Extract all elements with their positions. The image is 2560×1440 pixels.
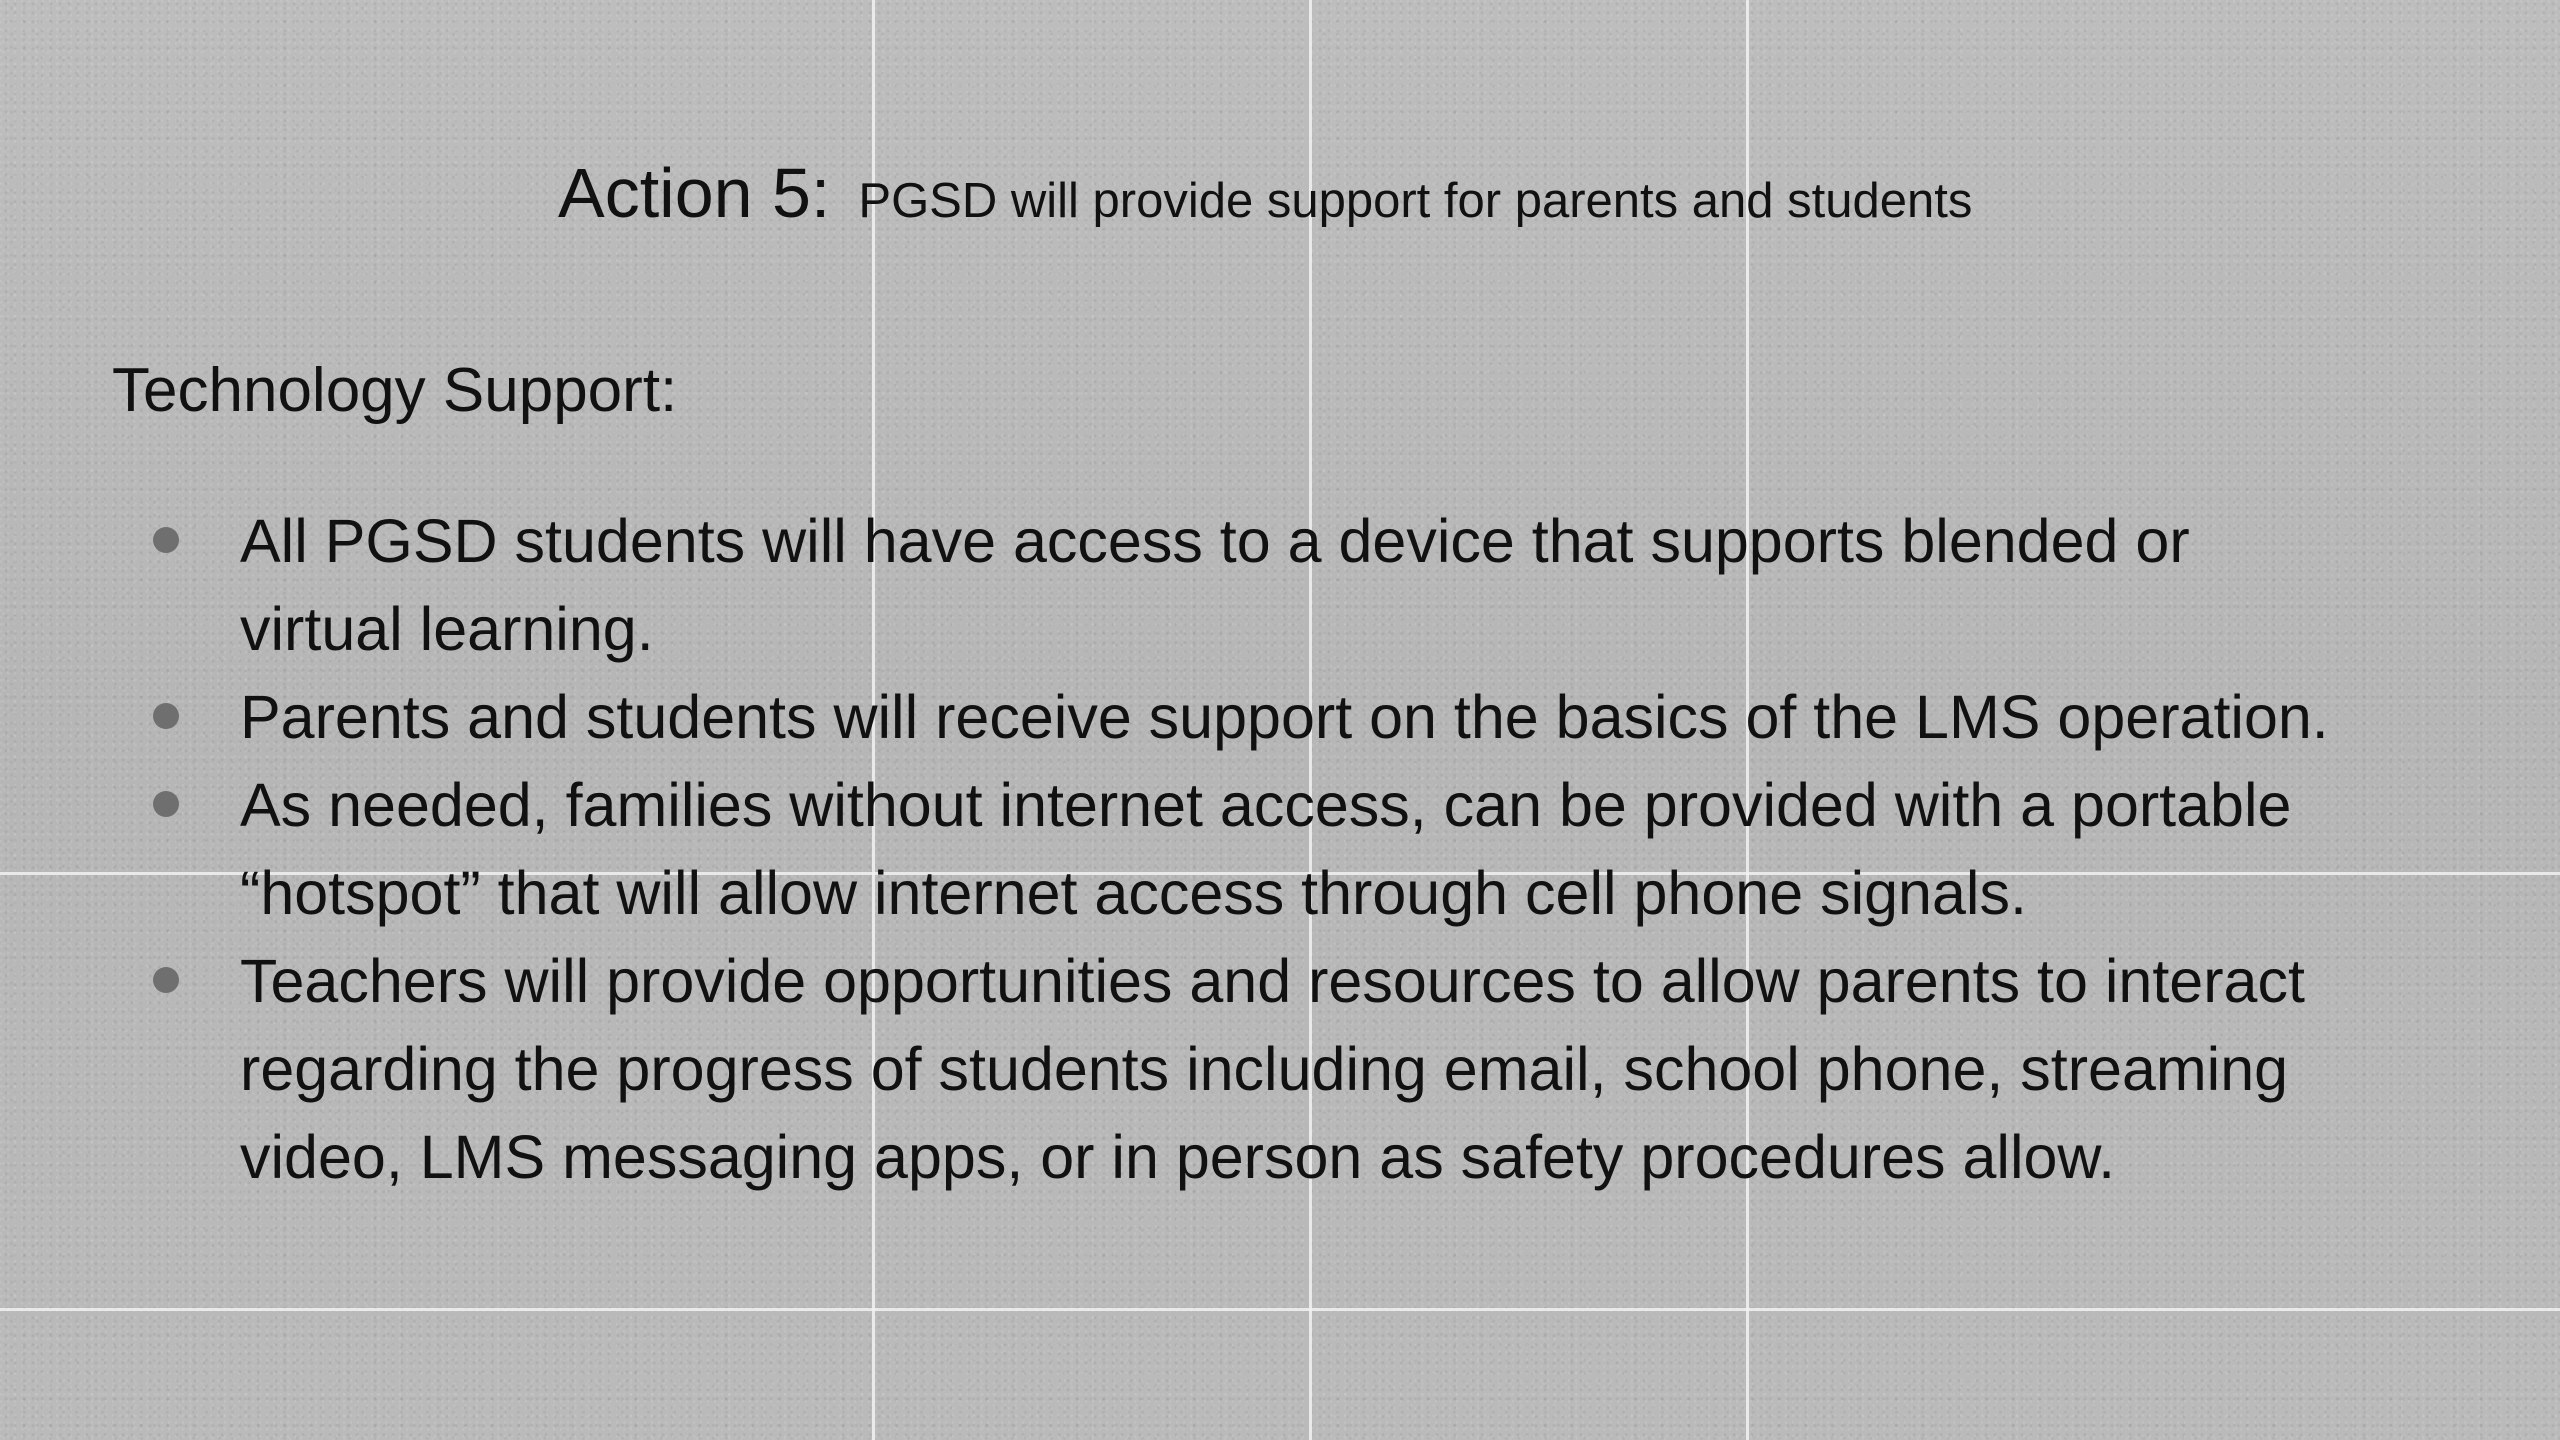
section-title: Technology Support:: [112, 356, 678, 425]
action-heading: [558, 153, 2458, 233]
bullet-text-line: regarding the progress of students including email, school phone, streaming: [240, 1035, 2289, 1103]
bullet-text-line: Teachers will provide opportunities and resources to allow parents to interact: [240, 947, 2305, 1015]
list-item: [148, 673, 2448, 761]
bullet-text-line: All PGSD students will have access to a device that supports blended or: [240, 507, 2190, 575]
bullet-icon: [153, 703, 179, 729]
list-item: [148, 761, 2448, 937]
bullet-icon: [153, 791, 179, 817]
list-item: [148, 497, 2448, 673]
bullet-list: [148, 497, 2448, 1201]
bullet-text-line: virtual learning.: [240, 595, 654, 663]
bullet-icon: [153, 967, 179, 993]
bullet-text-line: “hotspot” that will allow internet access through cell phone signals.: [240, 859, 2027, 927]
list-item: [148, 937, 2448, 1201]
bullet-icon: [153, 527, 179, 553]
bullet-text-line: As needed, families without internet access, can be provided with a portable: [240, 771, 2292, 839]
bullet-text-line: Parents and students will receive support on the basics of the LMS operation.: [240, 683, 2329, 751]
action-description: PGSD will provide support for parents and students: [858, 174, 1973, 228]
action-label: Action 5:: [558, 154, 831, 232]
grid-line-horizontal: [0, 1308, 2560, 1311]
bullet-text-line: video, LMS messaging apps, or in person as safety procedures allow.: [240, 1123, 2116, 1191]
